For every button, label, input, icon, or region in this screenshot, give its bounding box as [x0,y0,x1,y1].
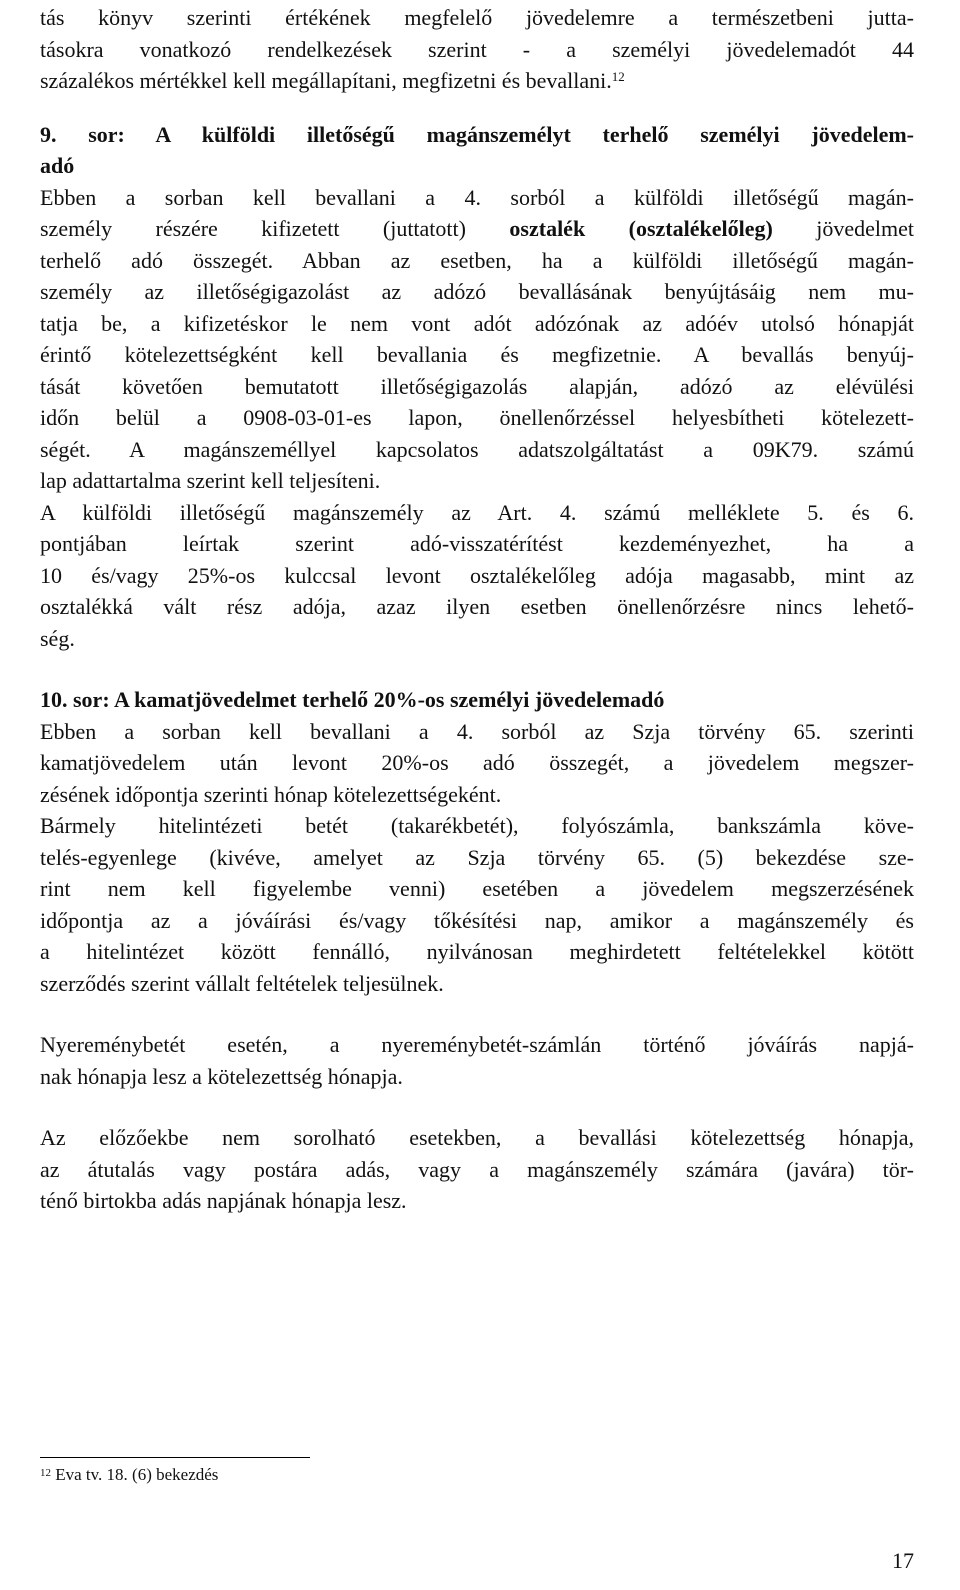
intro-paragraph [40,2,914,97]
section-9-paragraph-1: Ebben a sorban kell bevallani a 4. sorból a külföldi illetőségű magán- személy részére kifizetett (juttatott) osztalék (osztalékelőleg) jövedelmet terhelő adó összegét. Abban az esetben, ha a külföldi illetőségű magán- személy az illetőségigazolást az adózó bevallásának benyújtásáig nem mu- tatja be, a kifizetéskor le nem vont adót adózónak az adóév utolsó hónapját érintő kötelezettségként kell bevallania és megfizetnie. A bevallás benyúj- tását követően bemutatott illetőségigazolás alapján, adózó az elévülési időn belül a 0908-03-01-es lapon, önellenőrzéssel helyesbítheti kötelezett- ségét. A magánszeméllyel kapcsolatos adatszolgáltatást a 09K79. számú lap adattartalma szerint kell teljesíteni. [40,184,915,493]
section-10-paragraph-4: Az előzőekbe nem sorolható esetekben, a bevallási kötelezettség hónapja, az átutalás vagy postára adás, vagy a magánszemély számára (javára) tör- ténő birtokba adás napjának hónapja lesz. [40,1125,914,1213]
section-10-paragraph-2: Bármely hitelintézeti betét (takarékbetét), folyószámla, bankszámla köve- telés-egyenlege (kivéve, amelyet az Szja törvény 65. (5) bekezdése sze- rint nem kell figyelembe venni) esetében a jövedelem megszerzésének időpontja az a jóváírási és/vagy tőkésítési nap, amikor a magánszemély és a hitelintézet között fennálló, nyilvánosan meghirdetett feltételekkel kötött szerződés szerint vállalt feltételek teljesülnek. [40,813,914,996]
emphasis: osztalék (osztalékelőleg) [509,216,773,241]
footnote-text: Eva tv. 18. (6) bekezdés [55,1465,219,1484]
section-10-heading: 10. sor: A kamatjövedelmet terhelő 20%-os személyi jövedelemadó [40,687,665,712]
footnote-divider [40,1457,310,1458]
text-line: személy részére kifizetett (juttatott) osztalék (osztalékelőleg) jövedelmet [40,216,915,241]
text-line: tásokra vonatkozó rendelkezések szerint - a személyi jövedelemadót 44 [40,36,914,62]
section-9 [40,119,914,655]
footnote-number: 12 [40,1467,51,1479]
page-number: 17 [892,1548,914,1573]
document-page [40,0,914,1217]
section-10-paragraph-1: Ebben a sorban kell bevallani a 4. sorból az Szja törvény 65. szerinti kamatjövedelem után levont 20%-os adó összegét, a jövedelem megszer- zésének időpontja szerinti hónap kötelezettségeként. [40,718,914,807]
section-10-paragraph-3: Nyereménybetét esetén, a nyereménybetét-számlán történő jóváírás napjá- nak hónapja lesz a kötelezettség hónapja. [40,1032,914,1089]
text-line: százalékos mértékkel kell megállapítani, megfizetni és bevallani.$^{12}$ [40,68,625,93]
text-line: tás könyv szerinti értékének megfelelő jövedelemre a természetbeni jutta- [40,5,914,30]
footnote-reference[interactable]: 12 [611,69,625,84]
footnote [40,1462,218,1488]
section-9-heading: 9. sor: A külföldi illetőségű magánszemélyt terhelő személyi jövedelem- adó [40,121,914,178]
section-9-paragraph-2: A külföldi illetőségű magánszemély az Art. 4. számú melléklete 5. és 6. pontjában leírtak szerint adó-visszatérítést kezdeményezhet, ha a 10 és/vagy 25%-os kulccsal levont osztalékelőleg adója magasabb, mint az osztalékká vált rész adója, azaz ilyen esetben önellenőrzésre nincs lehető- ség. [40,499,914,651]
section-10 [40,684,914,1217]
